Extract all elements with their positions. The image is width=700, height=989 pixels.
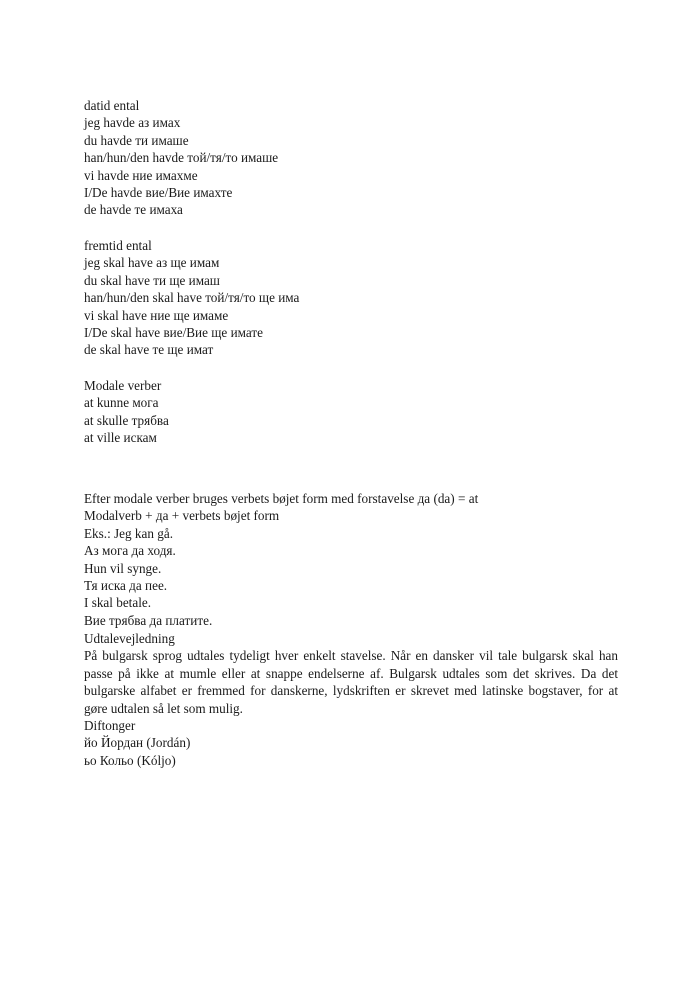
usage-formula-line: Modalverb + да + verbets bøjet form — [84, 508, 280, 524]
conjugation-line: vi havde ние имахме — [84, 167, 198, 183]
section-heading: fremtid ental — [84, 238, 152, 253]
example-line: Hun vil synge. — [84, 560, 162, 576]
section-heading: Udtalevejledning — [84, 631, 175, 646]
modal-verbs-section — [84, 377, 624, 447]
conjugation-line: han/hun/den skal have той/тя/то ще има — [84, 290, 300, 306]
diphthong-line: ьо Кольо (Kóljo) — [84, 752, 176, 768]
pronunciation-paragraph: På bulgarsk sprog udtales tydeligt hver enkelt stavelse. Når en dansker vil tale bulgarsk skal han passe på ikke at mumle eller at snappe endelserne af. Bulgarsk udtales som det skrives. Da det bulgarske alfabet er fremmed for danskerne, lydskriften er skrevet med latinske bogstaver, for at gøre udtalen så let som mulig. — [84, 648, 618, 716]
example-line: Аз мога да ходя. — [84, 543, 176, 559]
modal-usage-section — [84, 490, 624, 629]
example-line: Тя иска да пее. — [84, 578, 168, 594]
diphthongs-section — [84, 717, 624, 769]
modal-verb-line: at kunne мога — [84, 395, 159, 411]
future-tense-section — [84, 237, 624, 359]
conjugation-line: du havde ти имаше — [84, 132, 189, 148]
conjugation-line: de skal have те ще имат — [84, 342, 214, 358]
section-heading: Modale verber — [84, 378, 162, 393]
conjugation-line: vi skal have ние ще имаме — [84, 307, 229, 323]
conjugation-line: de havde те имаха — [84, 202, 183, 218]
modal-verb-line: at ville искам — [84, 430, 157, 446]
example-line: Вие трябва да платите. — [84, 612, 213, 628]
conjugation-line: han/hun/den havde той/тя/то имаше — [84, 150, 279, 166]
conjugation-line: du skal have ти ще имаш — [84, 272, 220, 288]
example-line: Eks.: Jeg kan gå. — [84, 525, 173, 541]
conjugation-line: I/De havde вие/Вие имахте — [84, 185, 233, 201]
conjugation-line: I/De skal have вие/Вие ще имате — [84, 325, 264, 341]
pronunciation-section — [84, 630, 624, 717]
section-heading: datid ental — [84, 98, 140, 113]
example-line: I skal betale. — [84, 595, 152, 611]
section-heading: Diftonger — [84, 718, 136, 733]
past-tense-section — [84, 97, 624, 219]
modal-verb-line: at skulle трябва — [84, 412, 169, 428]
conjugation-line: jeg skal have аз ще имам — [84, 255, 220, 271]
conjugation-line: jeg havde аз имах — [84, 115, 181, 131]
diphthong-line: йо Йордан (Jordán) — [84, 735, 191, 751]
usage-rule-line: Efter modale verber bruges verbets bøjet form med forstavelse да (da) = at — [84, 491, 479, 506]
